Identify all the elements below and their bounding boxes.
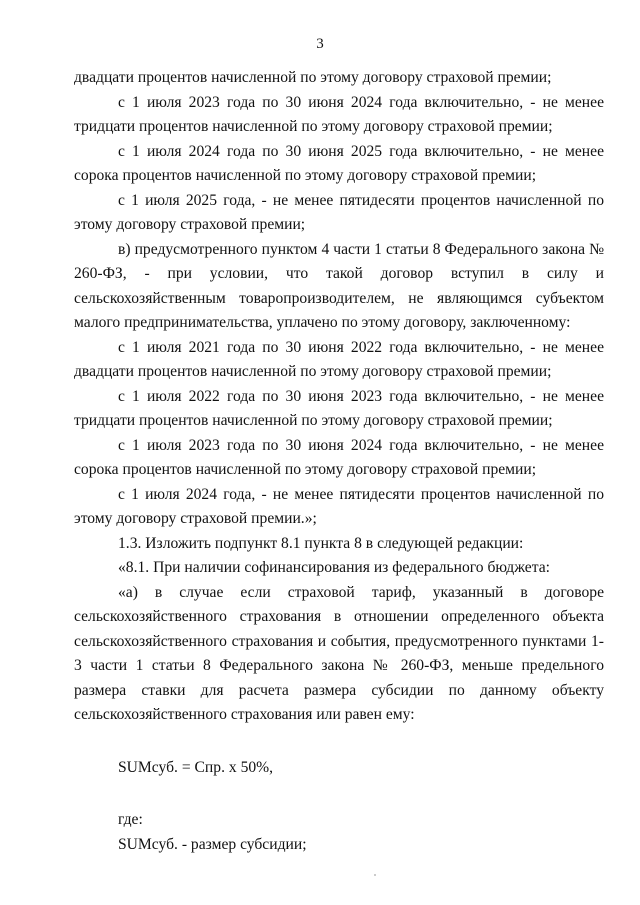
paragraph-item-a: «а) в случае если страховой тариф, указанный в договоре сельскохозяйственного страхования в отношении определенного объекта сельскохозяйственного страхования и события, предусмотренного пунктами 1-3 части 1 статьи 8 Федерального закона № 260-ФЗ, меньше предельного размера ставки для расчета размера субсидии по данному объекту сельскохозяйственного страхования или равен ему:: [74, 583, 604, 723]
paragraph-period-2021: с 1 июля 2021 года по 30 июня 2022 года включительно, - не менее двадцати процентов начисленной по этому договору страховой премии;: [74, 338, 604, 380]
paragraph-period-2023-b: с 1 июля 2023 года по 30 июня 2024 года включительно, - не менее сорока процентов начисленной по этому договору страховой премии;: [74, 436, 604, 478]
paragraph-continuation: двадцати процентов начисленной по этому договору страховой премии;: [74, 69, 552, 86]
subsidy-formula: SUMсуб. = Спр. х 50%,: [118, 758, 274, 776]
paragraph-period-2025: с 1 июля 2025 года, - не менее пятидесяти процентов начисленной по этому договору страховой премии;: [74, 191, 604, 233]
where-label: где:: [118, 811, 143, 828]
definition-sum-subsidy: SUMсуб. - размер субсидии;: [118, 835, 307, 853]
paragraph-8-1-heading: «8.1. При наличии софинансирования из федерального бюджета:: [118, 559, 550, 576]
scan-artifact-dot: [374, 874, 376, 876]
paragraph-period-2023: с 1 июля 2023 года по 30 июня 2024 года включительно, - не менее тридцати процентов начисленной по этому договору страховой премии;: [74, 93, 604, 135]
paragraph-item-v: в) предусмотренного пунктом 4 части 1 статьи 8 Федерального закона № 260-ФЗ, - при условии, что такой договор вступил в силу и сельскохозяйственным товаропроизводителем, не являющимся субъектом малого предпринимательства, уплачено по этому договору, заключенному:: [74, 240, 604, 331]
paragraph-period-2024: с 1 июля 2024 года по 30 июня 2025 года включительно, - не менее сорока процентов начисленной по этому договору страховой премии;: [74, 142, 604, 184]
paragraph-amendment-1-3: 1.3. Изложить подпункт 8.1 пункта 8 в следующей редакции:: [118, 534, 524, 552]
paragraph-period-2022: с 1 июля 2022 года по 30 июня 2023 года включительно, - не менее тридцати процентов начисленной по этому договору страховой премии;: [74, 387, 604, 429]
paragraph-period-2024-b: с 1 июля 2024 года, - не менее пятидесяти процентов начисленной по этому договору страховой премии.»;: [74, 485, 604, 527]
document-body: [74, 66, 604, 857]
page-number: 3: [316, 36, 324, 52]
